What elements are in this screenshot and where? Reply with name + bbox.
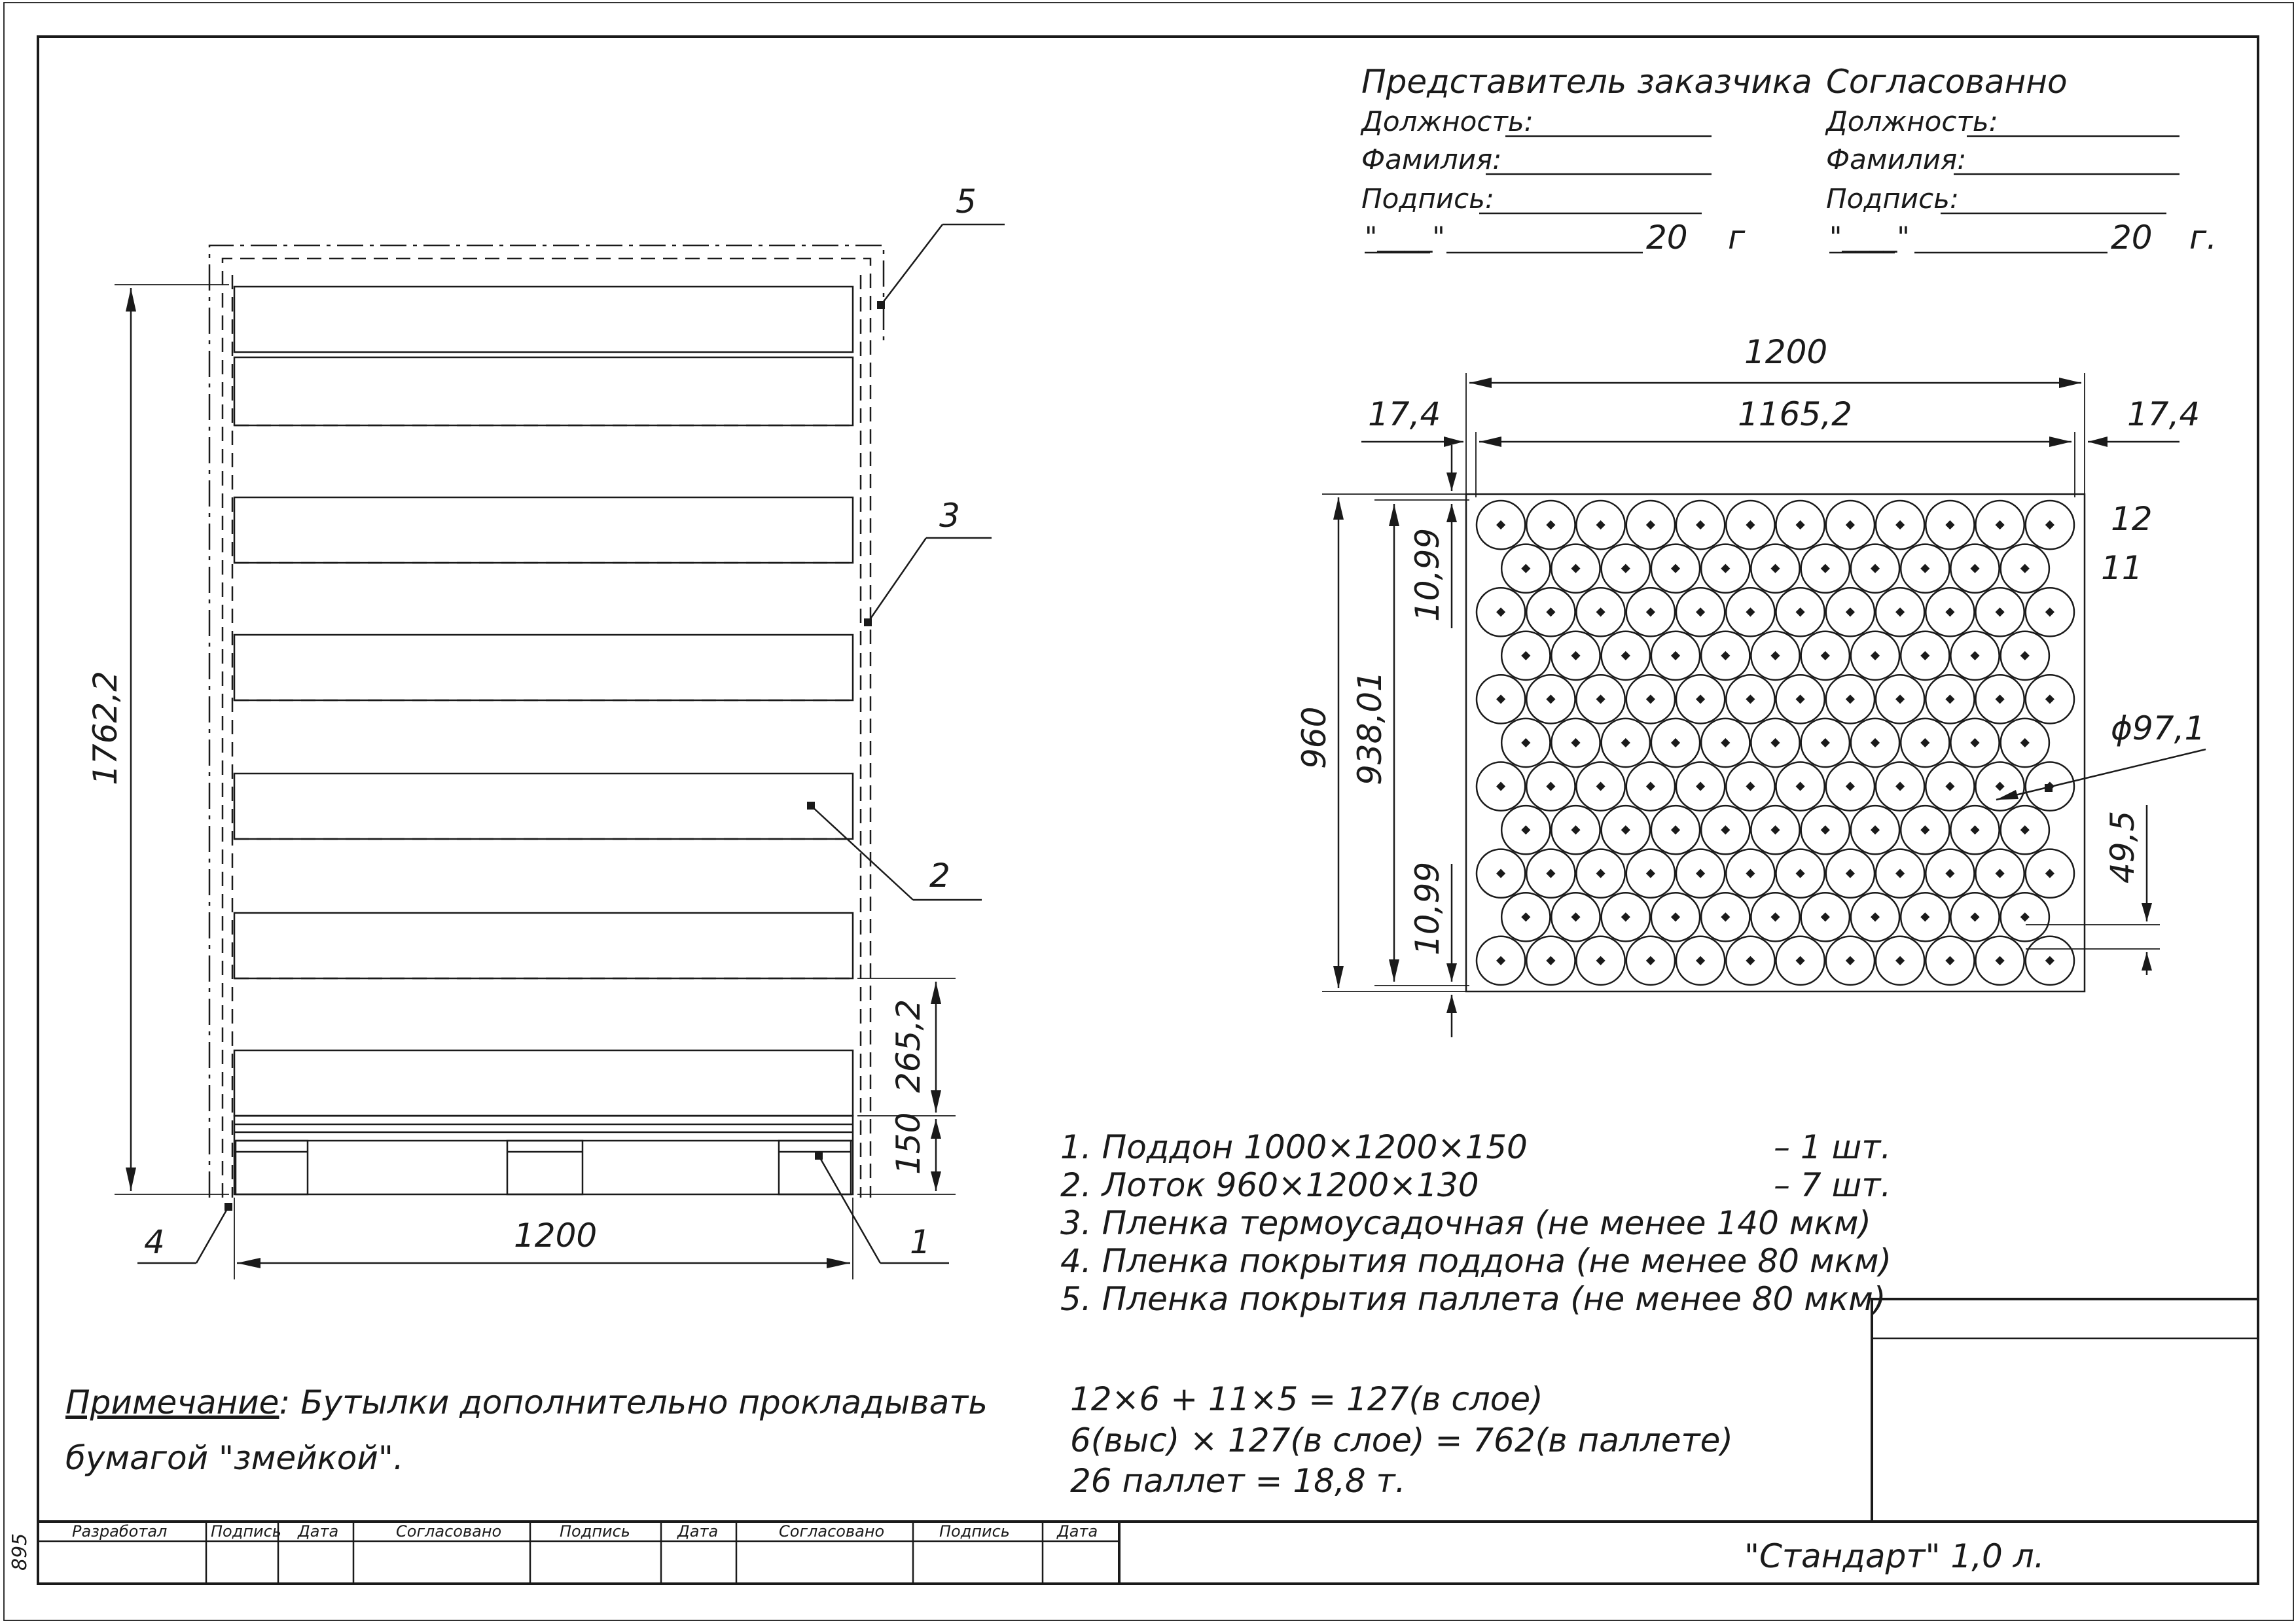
- bottle-center-mark: [2020, 825, 2030, 834]
- bottle-center-mark: [1770, 564, 1780, 573]
- bottle-center-mark: [1895, 869, 1905, 878]
- bottle-center-mark: [1696, 694, 1705, 704]
- bottle-center-mark: [1596, 520, 1605, 529]
- bottle-center-mark: [1696, 782, 1705, 791]
- callout-3: 3: [939, 497, 960, 535]
- bottle-center-mark: [1496, 607, 1505, 616]
- bottle-center-mark: [1846, 869, 1855, 878]
- bottle-center-mark: [1546, 782, 1555, 791]
- bottle-center-mark: [1646, 956, 1655, 965]
- bottle-center-mark: [1821, 912, 1830, 921]
- spec-item-3: 3. Пленка термоусадочная (не менее 140 мкм): [1060, 1204, 1871, 1242]
- approval-customer-year-suffix: г: [1728, 219, 1746, 257]
- approval-customer: [1360, 63, 1812, 257]
- approval-customer-surname: Фамилия:: [1361, 143, 1502, 175]
- bottle-center-mark: [1571, 651, 1580, 660]
- calc-line-2: 6(выс) × 127(в слое) = 762(в паллете): [1070, 1421, 1733, 1459]
- bottle-center-mark: [1646, 694, 1655, 704]
- bottle-center-mark: [1746, 956, 1755, 965]
- bottle-center-mark: [1621, 564, 1630, 573]
- tb-product-name: "Стандарт" 1,0 л.: [1744, 1537, 2045, 1575]
- bottle-center-mark: [1945, 782, 1954, 791]
- note-line-2: бумагой "змейкой".: [65, 1439, 404, 1477]
- dim-tray: 265,2: [889, 999, 927, 1093]
- bottle-center-mark: [1945, 607, 1954, 616]
- bottle-center-mark: [1521, 738, 1530, 747]
- bottle-center-mark: [1746, 607, 1755, 616]
- tb-header-date-2: Дата: [677, 1522, 719, 1541]
- bottle-center-mark: [1895, 782, 1905, 791]
- bottle-center-mark: [1796, 607, 1805, 616]
- row-label-11: 11: [2101, 549, 2143, 587]
- tb-header-developed: Разработал: [72, 1522, 168, 1541]
- bottle-center-mark: [1671, 912, 1680, 921]
- bottle-center-mark: [1496, 520, 1505, 529]
- callout-2: 2: [929, 857, 950, 895]
- tb-header-sign-1: Подпись: [211, 1522, 281, 1541]
- bottle-center-mark: [1621, 825, 1630, 834]
- bottle-center-mark: [1996, 782, 2005, 791]
- bottle-center-mark: [1521, 564, 1530, 573]
- bottle-center-mark: [1646, 782, 1655, 791]
- bottle-center-mark: [1945, 956, 1954, 965]
- approval-customer-signature: Подпись:: [1361, 183, 1495, 215]
- bottle-center-mark: [2045, 869, 2054, 878]
- note-label: Примечание: [65, 1383, 279, 1421]
- tb-header-date-1: Дата: [298, 1522, 339, 1541]
- bottle-center-mark: [1621, 738, 1630, 747]
- dim-top-width-total: 1200: [1744, 333, 1828, 371]
- bottle-center-mark: [1696, 956, 1705, 965]
- bottle-center-mark: [1546, 956, 1555, 965]
- approval-agreed-signature: Подпись:: [1826, 183, 1960, 215]
- dim-margin-right: 17,4: [2127, 395, 2200, 433]
- bottle-center-mark: [1871, 564, 1880, 573]
- bottle-center-mark: [1846, 782, 1855, 791]
- bottle-center-mark: [1970, 825, 1979, 834]
- bottle-grid: [1477, 501, 2074, 985]
- bottle-center-mark: [1746, 694, 1755, 704]
- bottle-center-mark: [1846, 520, 1855, 529]
- bottle-center-mark: [1496, 956, 1505, 965]
- bottle-center-mark: [1596, 869, 1605, 878]
- bottle-center-mark: [1521, 912, 1530, 921]
- approval-agreed: [1825, 63, 2217, 257]
- bottle-center-mark: [1721, 825, 1730, 834]
- callout-1: 1: [910, 1223, 931, 1261]
- approval-agreed-year-suffix: г.: [2189, 219, 2217, 257]
- bottle-center-mark: [1970, 564, 1979, 573]
- bottle-center-mark: [1521, 651, 1530, 660]
- bottle-center-mark: [1796, 869, 1805, 878]
- spec-qty-1: – 1 шт.: [1774, 1128, 1892, 1166]
- spec-list: [1060, 1128, 1892, 1318]
- spec-item-2: 2. Лоток 960×1200×130: [1060, 1166, 1479, 1204]
- bottle-center-mark: [1621, 651, 1630, 660]
- dim-top-width-inner: 1165,2: [1738, 395, 1852, 433]
- bottle-center-mark: [1821, 825, 1830, 834]
- bottle-center-mark: [1796, 520, 1805, 529]
- bottle-center-mark: [1945, 694, 1954, 704]
- bottle-center-mark: [2020, 738, 2030, 747]
- bottle-center-mark: [1846, 607, 1855, 616]
- approval-customer-date: "____": [1365, 221, 1445, 253]
- bottle-center-mark: [1920, 651, 1929, 660]
- callout-4: 4: [144, 1223, 165, 1261]
- dim-diameter: ϕ97,1: [2111, 709, 2206, 747]
- bottle-center-mark: [1746, 782, 1755, 791]
- bottle-center-mark: [1770, 738, 1780, 747]
- bottle-center-mark: [1821, 651, 1830, 660]
- approval-customer-position: Должность:: [1361, 105, 1534, 137]
- bottle-center-mark: [1671, 738, 1680, 747]
- tb-header-agreed-2: Согласовано: [779, 1522, 885, 1541]
- tb-header-sign-2: Подпись: [560, 1522, 630, 1541]
- dim-top-height-total: 960: [1295, 706, 1333, 769]
- bottle-center-mark: [1996, 607, 2005, 616]
- bottle-center-mark: [1895, 607, 1905, 616]
- bottle-center-mark: [1871, 738, 1880, 747]
- bottle-center-mark: [1496, 694, 1505, 704]
- bottle-center-mark: [1646, 869, 1655, 878]
- bottle-center-mark: [1571, 825, 1580, 834]
- approval-agreed-date: "____": [1829, 221, 1910, 253]
- approval-customer-title: Представитель заказчика: [1361, 63, 1812, 101]
- bottle-center-mark: [1920, 825, 1929, 834]
- bottle-center-mark: [1920, 738, 1929, 747]
- bottle-center-mark: [1746, 520, 1755, 529]
- tb-header-sign-3: Подпись: [939, 1522, 1010, 1541]
- spec-item-4: 4. Пленка покрытия поддона (не менее 80 мкм): [1060, 1242, 1892, 1280]
- dim-margin-bottom: 10,99: [1408, 861, 1446, 955]
- sheet-number: 895: [9, 1533, 31, 1571]
- tb-header-date-3: Дата: [1057, 1522, 1098, 1541]
- pallet-side-view: [86, 183, 1005, 1279]
- bottle-center-mark: [1895, 520, 1905, 529]
- bottle-center-mark: [1671, 825, 1680, 834]
- bottle-center-mark: [1571, 738, 1580, 747]
- callout-5: 5: [956, 183, 977, 221]
- bottle-center-mark: [1496, 782, 1505, 791]
- bottle-center-mark: [1846, 694, 1855, 704]
- bottle-center-mark: [2045, 694, 2054, 704]
- bottle-center-mark: [1871, 651, 1880, 660]
- callout-leaders: [137, 183, 1005, 1263]
- dim-margin-top: 10,99: [1408, 527, 1446, 622]
- bottle-center-mark: [1996, 956, 2005, 965]
- svg-text:Примечание: Бутылки дополнител: [65, 1383, 988, 1421]
- bottle-center-mark: [1596, 694, 1605, 704]
- trays: [234, 287, 853, 1116]
- bottle-center-mark: [1996, 869, 2005, 878]
- bottle-center-mark: [2045, 520, 2054, 529]
- bottle-center-mark: [1970, 738, 1979, 747]
- bottle-center-mark: [1945, 520, 1954, 529]
- bottle-center-mark: [1796, 956, 1805, 965]
- bottle-center-mark: [1945, 869, 1954, 878]
- note-line-1: : Бутылки дополнительно прокладывать: [279, 1383, 988, 1421]
- bottle-center-mark: [1895, 694, 1905, 704]
- bottle-center-mark: [1796, 782, 1805, 791]
- bottle-center-mark: [1996, 694, 2005, 704]
- bottle-center-mark: [1696, 607, 1705, 616]
- approval-agreed-title: Согласованно: [1826, 63, 2068, 101]
- bottle-center-mark: [1571, 564, 1580, 573]
- bottle-center-mark: [1721, 564, 1730, 573]
- bottle-center-mark: [1821, 738, 1830, 747]
- bottle-center-mark: [1770, 825, 1780, 834]
- spec-qty-2: – 7 шт.: [1774, 1166, 1892, 1204]
- bottle-center-mark: [1920, 912, 1929, 921]
- bottle-center-mark: [1546, 607, 1555, 616]
- bottle-center-mark: [2020, 912, 2030, 921]
- bottle-center-mark: [1796, 694, 1805, 704]
- bottle-center-mark: [1895, 956, 1905, 965]
- bottle-center-mark: [1646, 520, 1655, 529]
- bottle-center-mark: [1621, 912, 1630, 921]
- dim-pallet: 150: [889, 1112, 927, 1175]
- bottle-center-mark: [1596, 956, 1605, 965]
- bottle-center-mark: [1970, 912, 1979, 921]
- bottle-center-mark: [1721, 651, 1730, 660]
- bottle-center-mark: [1871, 825, 1880, 834]
- bottle-center-mark: [1671, 651, 1680, 660]
- bottle-center-mark: [1871, 912, 1880, 921]
- bottle-center-mark: [1746, 869, 1755, 878]
- bottle-center-mark: [1696, 520, 1705, 529]
- bottle-center-mark: [1496, 869, 1505, 878]
- spec-item-1: 1. Поддон 1000×1200×150: [1060, 1128, 1528, 1166]
- bottle-center-mark: [1546, 869, 1555, 878]
- approval-agreed-surname: Фамилия:: [1826, 143, 1967, 175]
- bottle-center-mark: [1546, 520, 1555, 529]
- bottle-center-mark: [1920, 564, 1929, 573]
- dim-total-height: 1762,2: [86, 671, 124, 785]
- bottle-center-mark: [1521, 825, 1530, 834]
- bottle-center-mark: [1671, 564, 1680, 573]
- bottle-center-mark: [2020, 564, 2030, 573]
- approval-agreed-year: 20: [2111, 219, 2153, 257]
- bottle-center-mark: [2020, 651, 2030, 660]
- note: [65, 1383, 988, 1477]
- bottle-center-mark: [1571, 912, 1580, 921]
- pallet-base: [234, 1116, 853, 1194]
- bottle-center-mark: [1770, 651, 1780, 660]
- dim-top-height-inner: 938,01: [1351, 671, 1389, 785]
- tb-header-agreed-1: Согласовано: [396, 1522, 502, 1541]
- approval-agreed-position: Должность:: [1826, 105, 1998, 137]
- bottle-center-mark: [1846, 956, 1855, 965]
- bottle-center-mark: [1696, 869, 1705, 878]
- bottle-center-mark: [2045, 956, 2054, 965]
- layer-calculation: [1070, 1380, 1733, 1500]
- calc-line-1: 12×6 + 11×5 = 127(в слое): [1070, 1380, 1543, 1418]
- bottle-center-mark: [1996, 520, 2005, 529]
- calc-line-3: 26 паллет = 18,8 т.: [1070, 1462, 1406, 1500]
- bottle-center-mark: [2045, 607, 2054, 616]
- row-label-12: 12: [2111, 500, 2153, 538]
- bottle-center-mark: [1970, 651, 1979, 660]
- bottle-center-mark: [1596, 607, 1605, 616]
- bottle-center-mark: [1721, 738, 1730, 747]
- dim-margin-left: 17,4: [1368, 395, 1441, 433]
- bottle-center-mark: [1646, 607, 1655, 616]
- pallet-top-view: [1295, 333, 2206, 1037]
- bottle-center-mark: [1596, 782, 1605, 791]
- approval-customer-year: 20: [1646, 219, 1688, 257]
- spec-item-5: 5. Пленка покрытия паллета (не менее 80 мкм): [1060, 1280, 1886, 1318]
- bottle-center-mark: [1546, 694, 1555, 704]
- bottle-center-mark: [1821, 564, 1830, 573]
- dim-side-width: 1200: [514, 1217, 598, 1255]
- dim-row-pitch: 49,5: [2104, 810, 2142, 883]
- bottle-center-mark: [1770, 912, 1780, 921]
- bottle-center-mark: [1721, 912, 1730, 921]
